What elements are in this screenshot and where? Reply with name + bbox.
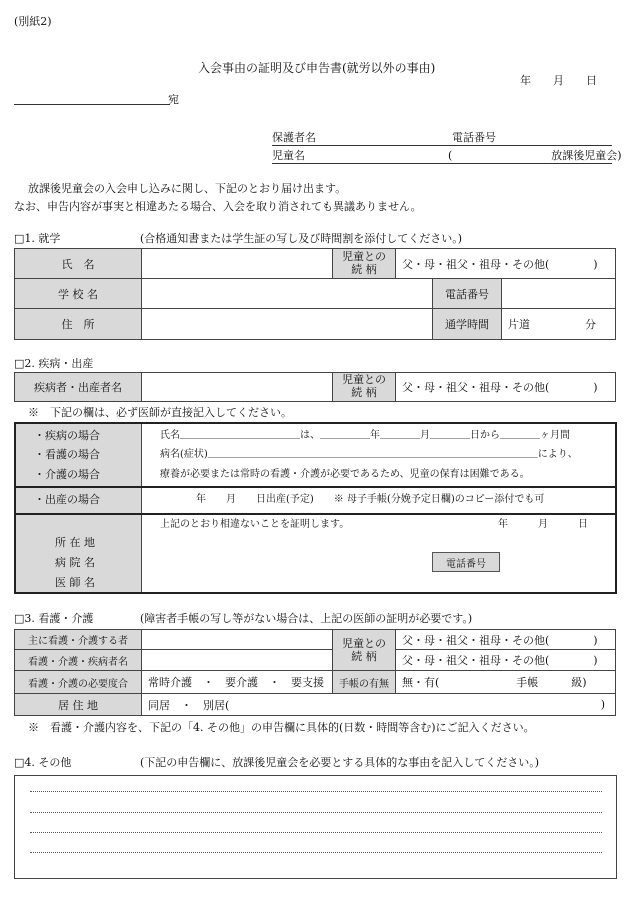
section1-note: (合格通知書または学生証の写し及び時間割を添付してください。) [140, 232, 463, 245]
certify-text: 上記のとおり相違ないことを証明します。 [160, 519, 350, 530]
recipient-line [14, 104, 170, 105]
case-illness: ・疾病の場合 [34, 429, 100, 442]
s1-school-input[interactable] [141, 278, 433, 309]
recipient-suffix: 宛 [168, 93, 179, 106]
attachment-label: (別紙2) [14, 15, 52, 28]
s1-school-label: 学 校 名 [14, 278, 142, 309]
s3-relation-options-1[interactable]: 父・母・祖父・祖母・その他( ) [395, 629, 616, 650]
s3-residence-label: 居 住 地 [14, 693, 142, 716]
illness-line-3: 療養が必要または常時の看護・介護が必要であるため、児童の保育は困難である。 [160, 469, 530, 480]
other-line [30, 812, 602, 813]
section4-title: □4. その他 [14, 756, 72, 769]
certify-date[interactable]: 年 月 日 [498, 519, 588, 530]
case-birth: ・出産の場合 [34, 493, 100, 506]
s3-caregiver-input[interactable] [141, 629, 333, 650]
birth-text[interactable]: 年 月 日出産(予定) ※ 母子手帳(分娩予定日欄)のコピー添付でも可 [196, 494, 545, 505]
s3-footnote: ※ 看護・介護内容を、下記の「4. その他」の申告欄に具体的(日数・時間等含む)にご記入ください。 [28, 721, 535, 734]
case-care: ・介護の場合 [34, 468, 100, 481]
section3-note: (障害者手帳の写し等がない場合は、上記の医師の証明が必要です。) [140, 612, 473, 625]
section2-title: □2. 疾病・出産 [14, 357, 94, 370]
s1-name-input[interactable] [141, 248, 333, 279]
date-line: 年 月 日 [520, 74, 597, 87]
illness-line-1[interactable]: 氏名＿＿＿＿＿＿＿＿＿＿＿＿は、＿＿＿＿＿年＿＿＿＿月＿＿＿＿日から＿＿＿＿ヶ月間 [160, 430, 570, 441]
section4-note: (下記の申告欄に、放課後児童会を必要とする具体的な事由を記入してください。) [140, 756, 540, 769]
section1-title: □1. 就学 [14, 232, 61, 245]
case-nursing: ・看護の場合 [34, 448, 100, 461]
other-line [30, 852, 602, 853]
s3-patient-label: 看護・介護・疾病者名 [14, 649, 142, 671]
guardian-phone-label: 電話番号 [452, 131, 496, 144]
s2-relation-label: 児童との 続 柄 [332, 372, 396, 402]
s3-relation-options-2[interactable]: 父・母・祖父・祖母・その他( ) [395, 649, 616, 671]
guardian-label: 保護者名 [272, 131, 316, 144]
doctor-label: 医 師 名 [55, 576, 95, 589]
child-label: 児童名 [272, 149, 305, 162]
section3-title: □3. 看護・介護 [14, 612, 94, 625]
intro-line-2: なお、申告内容が事実と相違あたる場合、入会を取り消されても異議ありません。 [14, 200, 422, 213]
guardian-line [272, 145, 612, 146]
hospital-label: 病 院 名 [55, 556, 95, 569]
s1-phone-input[interactable] [501, 278, 616, 309]
s1-phone-label: 電話番号 [432, 278, 502, 309]
s3-handbook-label: 手帳の有無 [332, 670, 396, 694]
s1-commute-label: 通学時間 [432, 308, 502, 340]
page-title: 入会事由の証明及び申告書(就労以外の事由) [198, 61, 436, 75]
child-line [272, 163, 612, 164]
other-line [30, 791, 602, 792]
s2-patient-input[interactable] [141, 372, 333, 402]
doctor-phone-label: 電話番号 [432, 552, 500, 572]
s2-patient-label: 疾病者・出産者名 [14, 372, 142, 402]
s2-doctor-note: ※ 下記の欄は、必ず医師が直接記入してください。 [28, 406, 292, 419]
s1-relation-label: 児童との 続 柄 [332, 248, 396, 279]
location-label: 所 在 地 [55, 536, 95, 549]
other-line [30, 832, 602, 833]
s3-handbook-options[interactable]: 無・有( 手帳 級) [395, 670, 616, 694]
s3-need-label: 看護・介護の必要度合 [14, 670, 142, 694]
s1-relation-options[interactable]: 父・母・祖父・祖母・その他( ) [395, 248, 616, 279]
s1-address-label: 住 所 [14, 308, 142, 340]
club-label: ( 放課後児童会) [448, 149, 622, 162]
s3-relation-label: 児童との 続 柄 [332, 629, 396, 671]
s3-patient-input[interactable] [141, 649, 333, 671]
s1-address-input[interactable] [141, 308, 433, 340]
intro-line-1: 放課後児童会の入会申し込みに関し、下記のとおり届け出ます。 [28, 182, 347, 195]
s1-commute-input[interactable]: 片道 分 [501, 308, 616, 340]
s3-caregiver-label: 主に看護・介護する者 [14, 629, 142, 650]
s2-relation-options[interactable]: 父・母・祖父・祖母・その他( ) [395, 372, 616, 402]
s3-need-options[interactable]: 常時介護 ・ 要介護 ・ 要支援 [141, 670, 333, 694]
s3-residence-options[interactable]: 同居 ・ 別居( ) [141, 693, 616, 716]
s1-name-label: 氏 名 [14, 248, 142, 279]
illness-line-2[interactable]: 病名(症状)＿＿＿＿＿＿＿＿＿＿＿＿＿＿＿＿＿＿＿＿＿＿＿＿＿＿＿＿＿＿＿＿＿により、 [160, 449, 578, 460]
